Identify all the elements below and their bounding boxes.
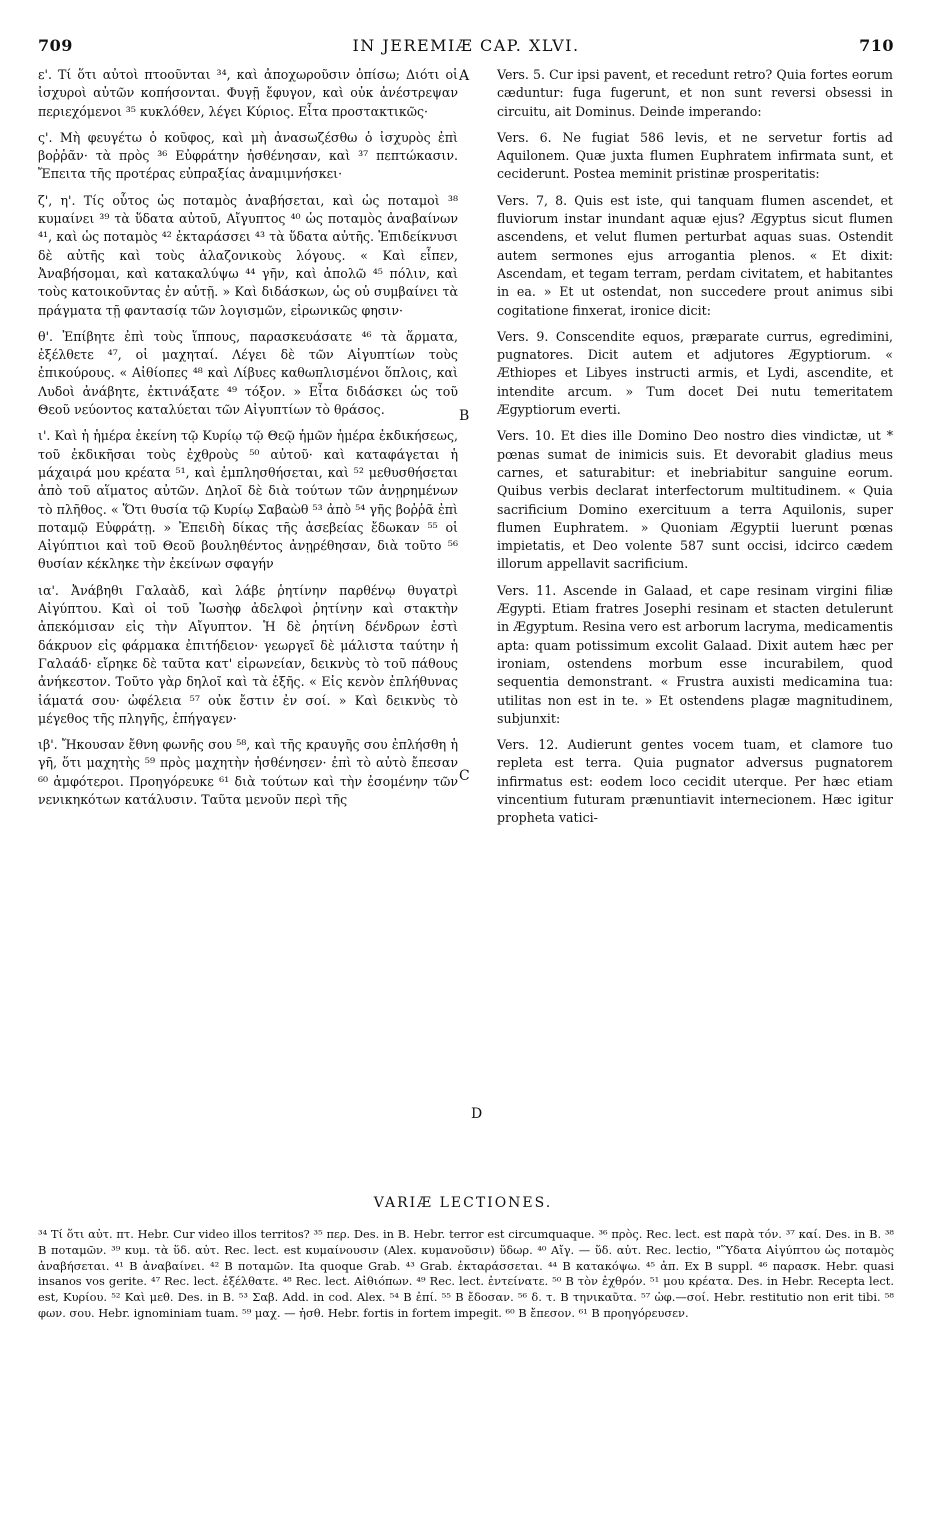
- latin-paragraph: Vers. 10. Et dies ille Domino Deo nostro dies vindictæ, ut * pœnas sumat de inimicis suis. Et devorabit gladius meus carnes, et saturabitur: et inebriabitur sanguine eorum. Quibus verbis declarat interfectorum multitudinem. « Quia sacrificium Domino exercituum a terra Aquilonis, super flumen Euphratem. » Quoniam Ægyptii luerunt pœnas impietatis, et Deo volente 587 sunt occisi, idcirco cædem illorum appellavit sacrificium.: [497, 428, 893, 572]
- variae-lectiones-footnotes: [38, 1227, 894, 1322]
- latin-paragraph: Vers. 5. Cur ipsi pavent, et recedunt retro? Quia fortes eorum cæduntur: fuga fugerunt, et non sunt reversi obsessi in circuitu, ait Dominus. Deinde imperando:: [497, 67, 893, 119]
- greek-paragraph: ς'. Μὴ φευγέτω ὁ κοῦφος, καὶ μὴ ἀνασωζέσθω ὁ ἰσχυρὸς ἐπὶ βοῤῥᾶν· τὰ πρὸς ³⁶ Εὐφράτην ἠσθένησαν, καὶ ³⁷ πεπτώκασιν. Ἔπειτα τῆς προτέρας εὐπραξίας ἀναμιμνήσκει·: [38, 129, 458, 182]
- greek-paragraph: ι'. Καὶ ἡ ἡμέρα ἐκείνη τῷ Κυρίῳ τῷ Θεῷ ἡμῶν ἡμέρα ἐκδικήσεως, τοῦ ἐκδικῆσαι τοὺς ἐχθροὺς ⁵⁰ αὐτοῦ· καὶ καταφάγεται ἡ μάχαιρά μου κρέατα ⁵¹, καὶ ἐμπλησθήσεται, καὶ ⁵² μεθυσθήσεται ἀπὸ τοῦ αἵματος αὐτῶν. Δηλοῖ δὲ διὰ τούτων τῶν ἀνῃρημένων τὸ πλῆθος. « Ὅτι θυσία τῷ Κυρίῳ Σαβαὼθ ⁵³ ἀπὸ ⁵⁴ γῆς βοῤῥᾶ ἐπὶ ποταμῷ Εὐφράτῃ. » Ἐπειδὴ δίκας τῆς ἀσεβείας ἔδωκαν ⁵⁵ οἱ Αἰγύπτιοι καὶ τοῦ Θεοῦ βουληθέντος ἀνῃρέθησαν, διὰ τοῦτο ⁵⁶ θυσίαν κέκληκε τὴν ἐκείνων σφαγήν: [38, 428, 458, 572]
- greek-paragraph: ια'. Ἀνάβηθι Γαλαὰδ, καὶ λάβε ῥητίνην παρθένῳ θυγατρὶ Αἰγύπτου. Καὶ οἱ τοῦ Ἰωσὴφ ἀδελφοὶ ῥητίνην καὶ στακτὴν ἀπεκόμισαν εἰς τὴν Αἴγυπτον. Ἡ δὲ ῥητίνη δένδρων ἐστὶ δάκρυον εἰς φάρμακα ἐπιτήδειον· γεωργεῖ δὲ μάλιστα ταύτην ἡ Γαλαάδ· εἴρηκε δὲ ταῦτα κατ' εἰρωνείαν, δεικνὺς τὸ τοῦ πάθους ἀνήκεστον. Τοῦτο γὰρ δηλοῖ καὶ τὰ ἑξῆς. « Εἰς κενὸν ἐπλήθυνας ἰάματά σου· ὠφέλεια ⁵⁷ οὐκ ἔστιν ἐν σοί. » Καὶ δεικνὺς τὸ μέγεθος τῆς πληγῆς, ἐπήγαγεν·: [38, 582, 458, 726]
- latin-paragraph: Vers. 12. Audierunt gentes vocem tuam, et clamore tuo repleta est terra. Quia pugnator adversus pugnatorem infirmatus est: eodem loco cecidit uterque. Per hæc etiam vincentium futuram prænuntiavit internecionem. Hæc igitur propheta vatici-: [497, 737, 893, 826]
- latin-paragraph: Vers. 7, 8. Quis est iste, qui tanquam flumen ascendet, et fluviorum instar inundant aquæ ejus? Ægyptus sicut flumen ascendens, et velut flumen perturbat aquas suas. Ostendit autem sermones ejus arrogantia plenos. « Et dixit: Ascendam, et tegam terram, perdam civitatem, et habitantes in ea. » Et ut ostendat, non succedere prout animus sibi cogitatione finxerat, ironice dicit:: [497, 192, 893, 318]
- footnote-text: ³⁴ Τί ὅτι αὐτ. πτ. Hebr. Cur video illos territos? ³⁵ περ. Des. in B. Hebr. terror est circumquaque. ³⁶ πρὸς. Rec. lect. est παρὰ τόν. ³⁷ καί. Des. in B. ³⁸ B ποταμῶν. ³⁹ κυμ. τὰ ὕδ. αὐτ. Rec. lect. est κυμαίνουσιν (Alex. κυμανοῦσιν) ὕδωρ. ⁴⁰ Αἴγ. — ὕδ. αὐτ. Rec. lectio, "Ὕδατα Αἰγύπτου ὡς ποταμὸς ἀναβήσεται. ⁴¹ B ἀναβαίνει. ⁴² B ποταμῶν. Ita quoque Grab. ⁴³ Grab. ἐκταράσσεται. ⁴⁴ B κατακόψω. ⁴⁵ ἀπ. Ex B suppl. ⁴⁶ παρασκ. Hebr. quasi insanos vos gerite. ⁴⁷ Rec. lect. ἐξέλθατε. ⁴⁸ Rec. lect. Αἰθιόπων. ⁴⁹ Rec. lect. ἐντείνατε. ⁵⁰ B τὸν ἐχθρόν. ⁵¹ μου κρέατα. Des. in Hebr. Recepta lect. est, Κυρίου. ⁵² Καὶ μεθ. Des. in B. ⁵³ Σαβ. Add. in cod. Alex. ⁵⁴ B ἐπί. ⁵⁵ B ἔδοσαν. ⁵⁶ δ. τ. B τηνικαῦτα. ⁵⁷ ὠφ.—σοί. Hebr. restitutio non erit tibi. ⁵⁸ φων. σου. Hebr. ignominiam tuam. ⁵⁹ μαχ. — ἠσθ. Hebr. fortis in fortem impegit. ⁶⁰ B ἔπεσον. ⁶¹ B προηγόρευσεν.: [38, 1227, 894, 1320]
- greek-paragraph: ε'. Τί ὅτι αὐτοὶ πτοοῦνται ³⁴, καὶ ἀποχωροῦσιν ὀπίσω; Διότι οἱ ἰσχυροὶ αὐτῶν κοπήσονται. Φυγῇ ἔφυγον, καὶ οὐκ ἀνέστρεψαν περιεχόμενοι ³⁵ κυκλόθεν, λέγει Κύριος. Εἶτα προστακτικῶς·: [38, 67, 458, 119]
- greek-paragraph: ιβ'. Ἤκουσαν ἔθνη φωνῆς σου ⁵⁸, καὶ τῆς κραυγῆς σου ἐπλήσθη ἡ γῆ, ὅτι μαχητὴς ⁵⁹ πρὸς μαχητὴν ἠσθένησεν· ἐπὶ τὸ αὐτὸ ἔπεσαν ⁶⁰ ἀμφότεροι. Προηγόρευκε ⁶¹ διὰ τούτων καὶ τὴν ἐσομένην τῶν νενικηκότων κατάλυσιν. Ταῦτα μενοῦν περὶ τῆς: [38, 737, 458, 807]
- margin-letter-c: C: [459, 768, 470, 784]
- margin-letter-d: D: [471, 1106, 483, 1122]
- page-number-right: 710: [859, 36, 894, 55]
- greek-column: [38, 66, 458, 817]
- greek-paragraph: ζ', η'. Τίς οὗτος ὡς ποταμὸς ἀναβήσεται, καὶ ὡς ποταμοὶ ³⁸ κυμαίνει ³⁹ τὰ ὕδατα αὐτοῦ, Αἴγυπτος ⁴⁰ ὡς ποταμὸς ἀναβαίνων ⁴¹, καὶ ὡς ποταμὸς ⁴² ἐκταράσσει ⁴³ τὰ ὕδατα αὐτῆς. Ἐπιδείκνυσι δὲ αὐτῆς καὶ τοὺς ἀλαζονικοὺς λόγους. « Καὶ εἶπεν, Ἀναβήσομαι, καὶ κατακαλύψω ⁴⁴ γῆν, καὶ ἀπολῶ ⁴⁵ πόλιν, καὶ τοὺς κατοικοῦντας ἐν αὐτῇ. » Καὶ διδάσκων, ὡς οὐ συμβαίνει τὰ πράγματα τῇ φαντασίᾳ τῶν λογισμῶν, εἰρωνικῶς φησιν·: [38, 192, 458, 318]
- page-number-left: 709: [38, 36, 73, 55]
- margin-letter-b: B: [459, 408, 470, 424]
- margin-letter-a: A: [459, 68, 470, 84]
- greek-paragraph: θ'. Ἐπίβητε ἐπὶ τοὺς ἵππους, παρασκευάσατε ⁴⁶ τὰ ἅρματα, ἐξέλθετε ⁴⁷, οἱ μαχηταί. Λέγει δὲ τῶν Αἰγυπτίων τοὺς ἐπικούρους. « Αἰθίοπες ⁴⁸ καὶ Λίβυες καθωπλισμένοι ὅπλοις, καὶ Λυδοὶ ἀνάβητε, ἐκτινάξατε ⁴⁹ τόξον. » Εἶτα διδάσκει ὡς τοῦ Θεοῦ νεύοντος καταλύεται τῶν Αἰγυπτίων τὸ θράσος.: [38, 328, 458, 418]
- page-header: [38, 36, 894, 60]
- latin-column: [497, 66, 893, 836]
- variae-lectiones-heading: VARIÆ LECTIONES.: [373, 1195, 553, 1211]
- latin-paragraph: Vers. 11. Ascende in Galaad, et cape resinam virgini filiæ Ægypti. Etiam fratres Josephi resinam et stacten detulerunt in Ægyptum. Resina vero est arborum lacryma, medicamentis apta: quam potissimum excolit Galaad. Dixit autem hæc per ironiam, ostendens morbum esse incurabilem, quod sequentia demonstrant. « Frustra auxisti medicamina tua: utilitas non est in te. » Et ostendens plagæ magnitudinem, subjunxit:: [497, 582, 893, 726]
- latin-paragraph: Vers. 9. Conscendite equos, præparate currus, egredimini, pugnatores. Dicit autem et adjutores Ægyptiorum. « Æthiopes et Libyes instructi armis, et Lydi, ascendite, et intendite arcum. » Tum docet Dei nutu temeritatem Ægyptiorum everti.: [497, 328, 893, 418]
- running-title: IN JEREMIÆ CAP. XLVI.: [352, 36, 580, 55]
- latin-paragraph: Vers. 6. Ne fugiat 586 levis, et ne servetur fortis ad Aquilonem. Quæ juxta flumen Euphratem infirmata sunt, et ceciderunt. Postea meminit pristinæ prosperitatis:: [497, 129, 893, 182]
